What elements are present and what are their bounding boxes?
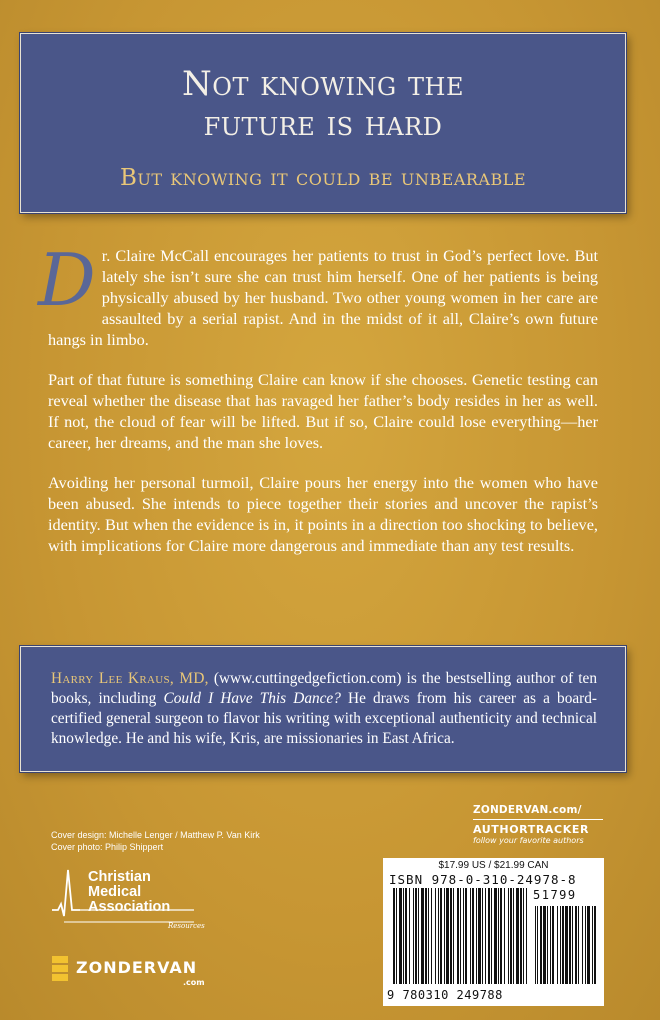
barcode-bar — [510, 888, 512, 984]
addon-bar — [543, 906, 546, 984]
barcode-bar — [393, 888, 395, 984]
headline-line-2: future is hard — [203, 104, 443, 144]
barcode-bar — [478, 888, 481, 984]
addon-bar — [537, 906, 538, 984]
blurb-paragraph-3: Avoiding her personal turmoil, Claire pours her energy into the women who have been abused. She intends to piece together their stories and uncover the rapist’s identity. But when the evidence is in, it points in a direction too shocking to believe, with implications for Claire more dangerous and immediate than any test results. — [48, 473, 598, 555]
addon-bar — [565, 906, 568, 984]
addon-bar — [572, 906, 573, 984]
barcode-bar — [413, 888, 414, 984]
barcode-bar — [444, 888, 445, 984]
barcode-bars — [387, 888, 600, 988]
cma-resources: Resources — [168, 922, 205, 930]
addon-bar — [592, 906, 593, 984]
cma-line-1: Christian — [88, 869, 151, 885]
addon-bar — [587, 906, 590, 984]
publisher-name: ZONDERVAN — [76, 958, 198, 977]
addon-bar — [557, 906, 558, 984]
barcode-bar — [508, 888, 509, 984]
publisher-suffix: .com — [183, 978, 205, 987]
barcode-bar — [418, 888, 419, 984]
cma-name — [88, 870, 170, 915]
isbn: ISBN 978-0-310-24978-8 — [389, 872, 577, 887]
addon-bar — [575, 906, 577, 984]
addon-bar — [552, 906, 554, 984]
barcode-bar — [488, 888, 490, 984]
cover-credits — [51, 829, 260, 853]
barcode-bar — [431, 888, 432, 984]
barcode-bar — [470, 888, 471, 984]
addon-bar — [560, 906, 561, 984]
barcode-label — [383, 858, 604, 1006]
bio-text-1: (www.cuttingedgefiction.com) is the bestselling author of ten books, including — [51, 670, 597, 707]
author-bio-panel — [20, 646, 626, 772]
authortracker-slogan: follow your favorite authors — [473, 836, 584, 845]
addon-bar — [569, 906, 571, 984]
headline — [21, 64, 625, 144]
barcode-bar — [440, 888, 442, 984]
barcode-bar — [409, 888, 410, 984]
authortracker-url: ZONDERVAN.com/ — [473, 804, 582, 816]
barcode-bar — [396, 888, 397, 984]
barcode-bar — [463, 888, 464, 984]
addon-bar — [535, 906, 536, 984]
authortracker-title: AUTHORTRACKER — [473, 819, 603, 836]
headline-panel — [20, 33, 626, 213]
addon-bar — [562, 906, 564, 984]
addon-bar — [550, 906, 551, 984]
price: $17.99 US / $21.99 CAN — [438, 860, 549, 871]
barcode-bar — [498, 888, 499, 984]
barcode-bar — [500, 888, 502, 984]
barcode-bar — [450, 888, 452, 984]
barcode-bar — [485, 888, 486, 984]
barcode-bar — [476, 888, 477, 984]
addon-bar — [582, 906, 583, 984]
barcode-bar — [425, 888, 427, 984]
bio-text-2: He draws from his career as a board-certified general surgeon to flavor his writing with exceptional authenticity and technical knowledge. He and his wife, Kris, are missionaries in East Africa. — [51, 690, 597, 747]
barcode-bar — [415, 888, 417, 984]
barcode-bar — [457, 888, 459, 984]
barcode-bar — [516, 888, 519, 984]
drop-cap: D — [38, 238, 96, 322]
barcode-bar — [421, 888, 424, 984]
addon-bar — [540, 906, 542, 984]
cma-line-3: Association — [88, 899, 171, 915]
tagline: But knowing it could be unbearable — [119, 165, 527, 191]
barcode-bar — [526, 888, 527, 984]
barcode-bar — [472, 888, 474, 984]
barcode-bar — [399, 888, 402, 984]
barcode-bar — [482, 888, 483, 984]
barcode-bar — [513, 888, 514, 984]
barcode-bar — [494, 888, 497, 984]
addon-number: 51799 — [533, 888, 577, 902]
addon-bar — [594, 906, 596, 984]
blurb-paragraph-2: Part of that future is something Claire can know if she chooses. Genetic testing can reveal whether the disease that has ravaged her father’s body resides in her as well. If not, the cloud of fear will be lifted. But if so, Claire could lose everything—her career, her dreams, and the man she loves. — [48, 370, 598, 452]
authortracker-logo — [473, 804, 603, 845]
addon-bar — [578, 906, 579, 984]
addon-bar — [547, 906, 548, 984]
blurb-paragraph-1-text: r. Claire McCall encourages her patients to trust in God’s perfect love. But lately she isn’t sure she can trust him herself. One of her patients is being physically abused by her husband. Two other young women in her care are assaulted by a serial rapist. And in the midst of it all, Claire’s own future hangs in limbo. — [48, 246, 598, 349]
barcode-bar — [403, 888, 404, 984]
barcode-bar — [405, 888, 407, 984]
barcode-bar — [523, 888, 524, 984]
barcode-bar — [520, 888, 522, 984]
blurb-paragraph-1 — [38, 238, 598, 350]
cover-design-credit: Cover design: Michelle Lenger / Matthew P. Van Kirk — [51, 830, 260, 840]
book-blurb — [38, 238, 598, 575]
barcode-bar — [453, 888, 454, 984]
zondervan-mark-icon — [50, 956, 70, 988]
barcode-bar — [428, 888, 429, 984]
headline-line-1: Not knowing the — [182, 64, 464, 104]
ean-number: 9 780310 249788 — [387, 988, 503, 1002]
addon-bar — [585, 906, 586, 984]
barcode-bar — [491, 888, 492, 984]
author-name: Harry Lee Kraus, MD, — [51, 670, 209, 687]
barcode-bar — [504, 888, 505, 984]
cma-logo — [50, 866, 205, 936]
barcode-bar — [460, 888, 461, 984]
barcode-bar — [435, 888, 436, 984]
barcode-bar — [465, 888, 467, 984]
book-title: Could I Have This Dance? — [163, 690, 341, 707]
barcode-bar — [438, 888, 439, 984]
cover-photo-credit: Cover photo: Philip Shippert — [51, 842, 164, 852]
cma-line-2: Medical — [88, 884, 142, 900]
barcode-bar — [446, 888, 449, 984]
